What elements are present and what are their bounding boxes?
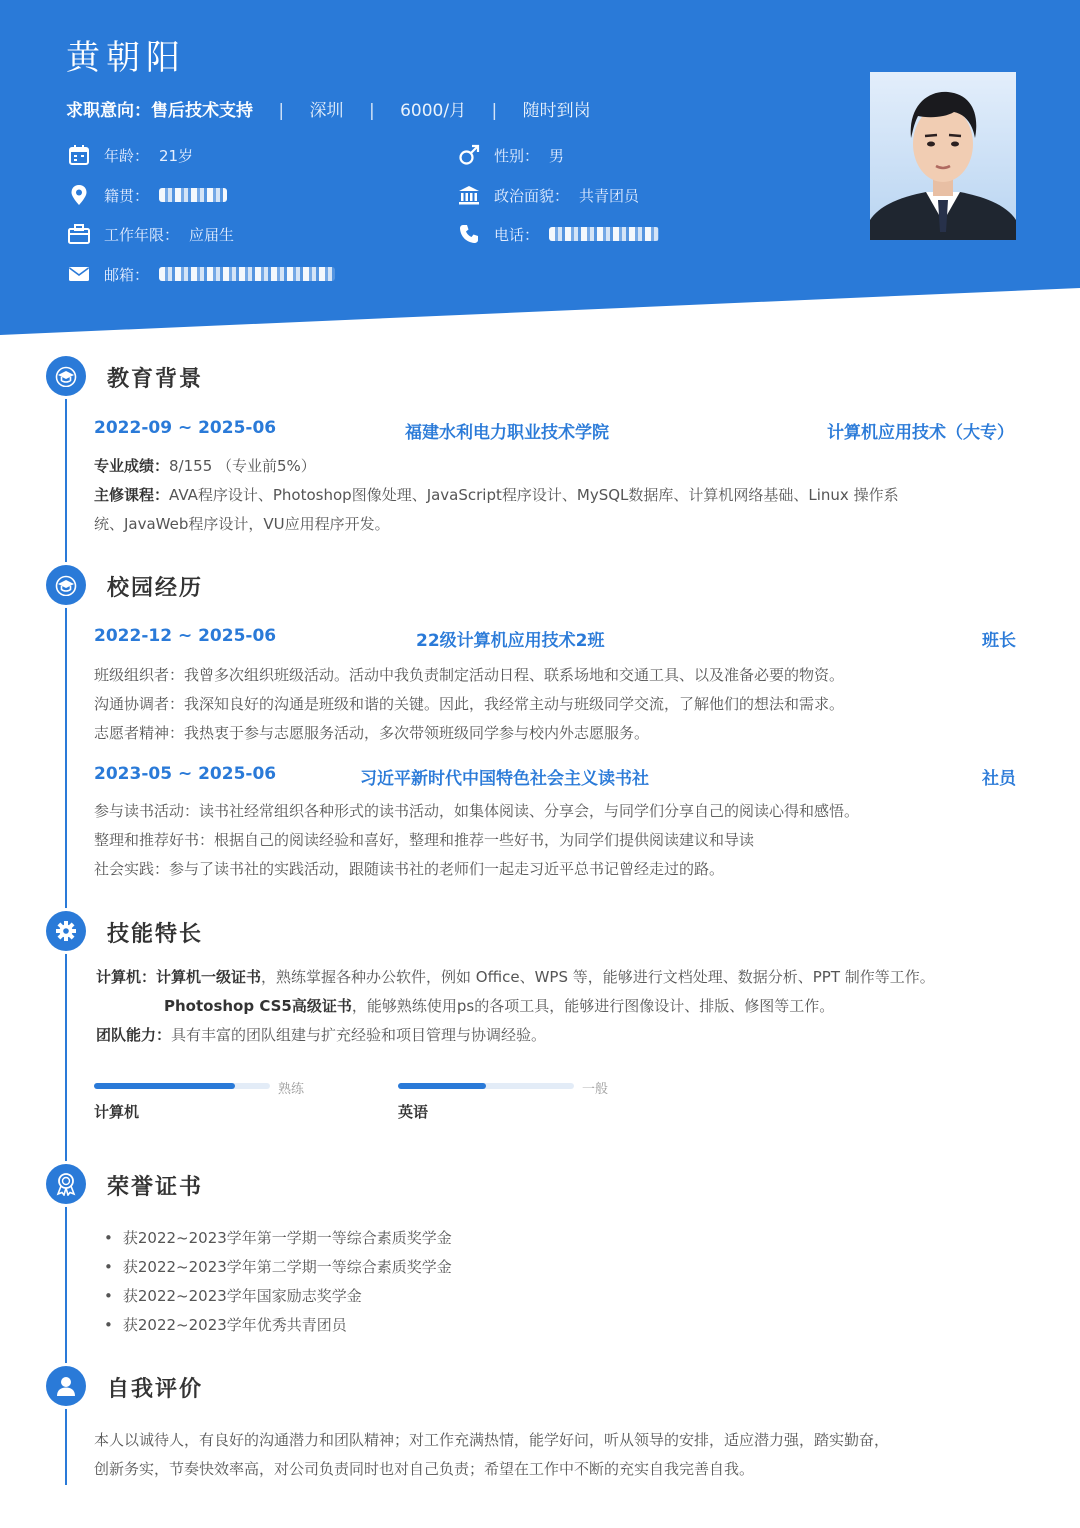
honor-item: • 获2022~2023学年第二学期一等综合素质奖学金	[104, 1256, 452, 1277]
campus-line: 沟通协调者：我深知良好的沟通是班级和谐的关键。因此，我经常主动与班级同学交流，了解他们的想法和需求。	[94, 695, 845, 713]
gear-icon	[46, 911, 86, 951]
work-years-label: 工作年限：	[104, 225, 180, 244]
campus-org: 习近平新时代中国特色社会主义读书社	[360, 769, 649, 789]
origin-label: 籍贯：	[104, 186, 150, 205]
government-building-icon	[458, 184, 480, 206]
skill-bar-english	[398, 1083, 574, 1089]
computer-cert-1: 计算机一级证书	[156, 968, 262, 986]
skill-level-english: 一般	[582, 1082, 609, 1097]
job-salary: 6000/月	[400, 101, 467, 121]
briefcase-icon	[68, 223, 90, 245]
separator: |	[278, 101, 285, 121]
email-icon	[68, 263, 90, 285]
campus-line: 班级组织者：我曾多次组织班级活动。活动中我负责制定活动日程、联系场地和交通工具、以及准备必要的物资。	[94, 666, 845, 684]
skill-bar-fill	[398, 1083, 486, 1089]
info-origin	[68, 184, 227, 206]
computer-desc-1: ，熟练掌握各种办公软件，例如 Office、WPS 等，能够进行文档处理、数据分析、PPT 制作等工作。	[261, 968, 935, 986]
info-political	[458, 184, 639, 206]
profile-photo	[870, 72, 1016, 240]
male-icon	[458, 144, 480, 166]
skill-team	[96, 1024, 546, 1046]
info-email	[68, 263, 335, 285]
age-label: 年龄：	[104, 146, 150, 165]
job-availability: 随时到岗	[522, 101, 591, 121]
education-score	[94, 455, 316, 477]
graduation-cap-icon	[46, 565, 86, 605]
skill-name-computer: 计算机	[94, 1103, 140, 1121]
info-phone	[458, 223, 659, 245]
skill-bar-fill	[94, 1083, 235, 1089]
skill-bar-computer	[94, 1083, 270, 1089]
honor-item: • 获2022~2023学年国家励志奖学金	[104, 1285, 362, 1306]
calendar-icon	[68, 144, 90, 166]
education-major: 计算机应用技术（大专）	[827, 423, 1014, 443]
work-years-value: 应届生	[189, 225, 235, 244]
age-value: 21岁	[159, 146, 194, 165]
score-value: 8/155 （专业前5%）	[169, 457, 316, 475]
graduation-cap-icon	[46, 356, 86, 396]
honor-item: • 获2022~2023学年优秀共青团员	[104, 1314, 347, 1335]
phone-label: 电话：	[494, 225, 540, 244]
computer-label: 计算机：	[96, 968, 157, 986]
email-label: 邮箱：	[104, 265, 150, 284]
campus-org: 22级计算机应用技术2班	[416, 631, 605, 651]
skill-level-computer: 熟练	[278, 1082, 305, 1097]
info-gender	[458, 144, 564, 166]
candidate-name: 黄朝阳	[66, 38, 186, 78]
location-pin-icon	[68, 184, 90, 206]
campus-date: 2023-05 ~ 2025-06	[94, 764, 277, 784]
honor-item: • 获2022~2023学年第一学期一等综合素质奖学金	[104, 1227, 452, 1248]
skill-name-english: 英语	[398, 1103, 429, 1121]
section-title-campus: 校园经历	[107, 576, 204, 601]
origin-redacted	[159, 188, 227, 202]
self-eval-line-1: 本人以诚待人，有良好的沟通潜力和团队精神；对工作充满热情，能学好问，听从领导的安排，适应潜力强，踏实勤奋，	[94, 1431, 890, 1449]
education-courses	[94, 484, 899, 506]
skill-computer-line-1	[96, 966, 935, 988]
job-city: 深圳	[309, 101, 344, 121]
political-label: 政治面貌：	[494, 186, 570, 205]
email-redacted	[159, 267, 335, 281]
political-value: 共青团员	[579, 186, 640, 205]
campus-line: 社会实践：参与了读书社的实践活动，跟随读书社的老师们一起走习近平总书记曾经走过的路。	[94, 860, 725, 878]
job-intent: 求职意向：售后技术支持	[66, 101, 253, 121]
section-title-self-eval: 自我评价	[107, 1377, 204, 1402]
separator: |	[368, 101, 375, 121]
campus-line: 整理和推荐好书：根据自己的阅读经验和喜好，整理和推荐一些好书，为同学们提供阅读建议和导读	[94, 831, 755, 849]
campus-line: 志愿者精神：我热衷于参与志愿服务活动，多次带领班级同学参与校内外志愿服务。	[94, 724, 650, 742]
info-work-years	[68, 223, 234, 245]
phone-redacted	[549, 227, 659, 241]
self-eval-line-2: 创新务实，节奏快效率高，对公司负责同时也对自己负责；希望在工作中不断的充实自我完善自我。	[94, 1460, 755, 1478]
user-icon	[46, 1366, 86, 1406]
computer-desc-2: ，能够熟练使用ps的各项工具，能够进行图像设计、排版、修图等工作。	[351, 997, 835, 1015]
section-title-skills: 技能特长	[107, 922, 204, 947]
team-desc: 具有丰富的团队组建与扩充经验和项目管理与协调经验。	[171, 1026, 547, 1044]
campus-line: 参与读书活动：读书社经常组织各种形式的读书活动，如集体阅读、分享会，与同学们分享自己的阅读心得和感悟。	[94, 802, 860, 820]
education-courses-cont: 统、JavaWeb程序设计，VU应用程序开发。	[94, 515, 390, 533]
info-age	[68, 144, 193, 166]
gender-label: 性别：	[494, 146, 540, 165]
computer-cert-2: Photoshop CS5高级证书	[164, 997, 352, 1015]
section-title-honors: 荣誉证书	[107, 1175, 204, 1200]
education-school: 福建水利电力职业技术学院	[405, 423, 609, 443]
award-ribbon-icon	[46, 1164, 86, 1204]
phone-icon	[458, 223, 480, 245]
job-intent-line	[66, 96, 591, 121]
education-date: 2022-09 ~ 2025-06	[94, 418, 277, 438]
courses-label: 主修课程：	[94, 486, 170, 504]
section-title-education: 教育背景	[107, 367, 204, 392]
campus-date: 2022-12 ~ 2025-06	[94, 626, 277, 646]
gender-value: 男	[549, 146, 565, 165]
campus-role: 社员	[982, 769, 1016, 789]
separator: |	[491, 101, 498, 121]
score-label: 专业成绩：	[94, 457, 170, 475]
skill-computer-line-2	[164, 995, 834, 1017]
campus-role: 班长	[982, 631, 1016, 651]
team-label: 团队能力：	[96, 1026, 172, 1044]
courses-line-1: AVA程序设计、Photoshop图像处理、JavaScript程序设计、MySQL数据库、计算机网络基础、Linux 操作系	[169, 486, 899, 504]
